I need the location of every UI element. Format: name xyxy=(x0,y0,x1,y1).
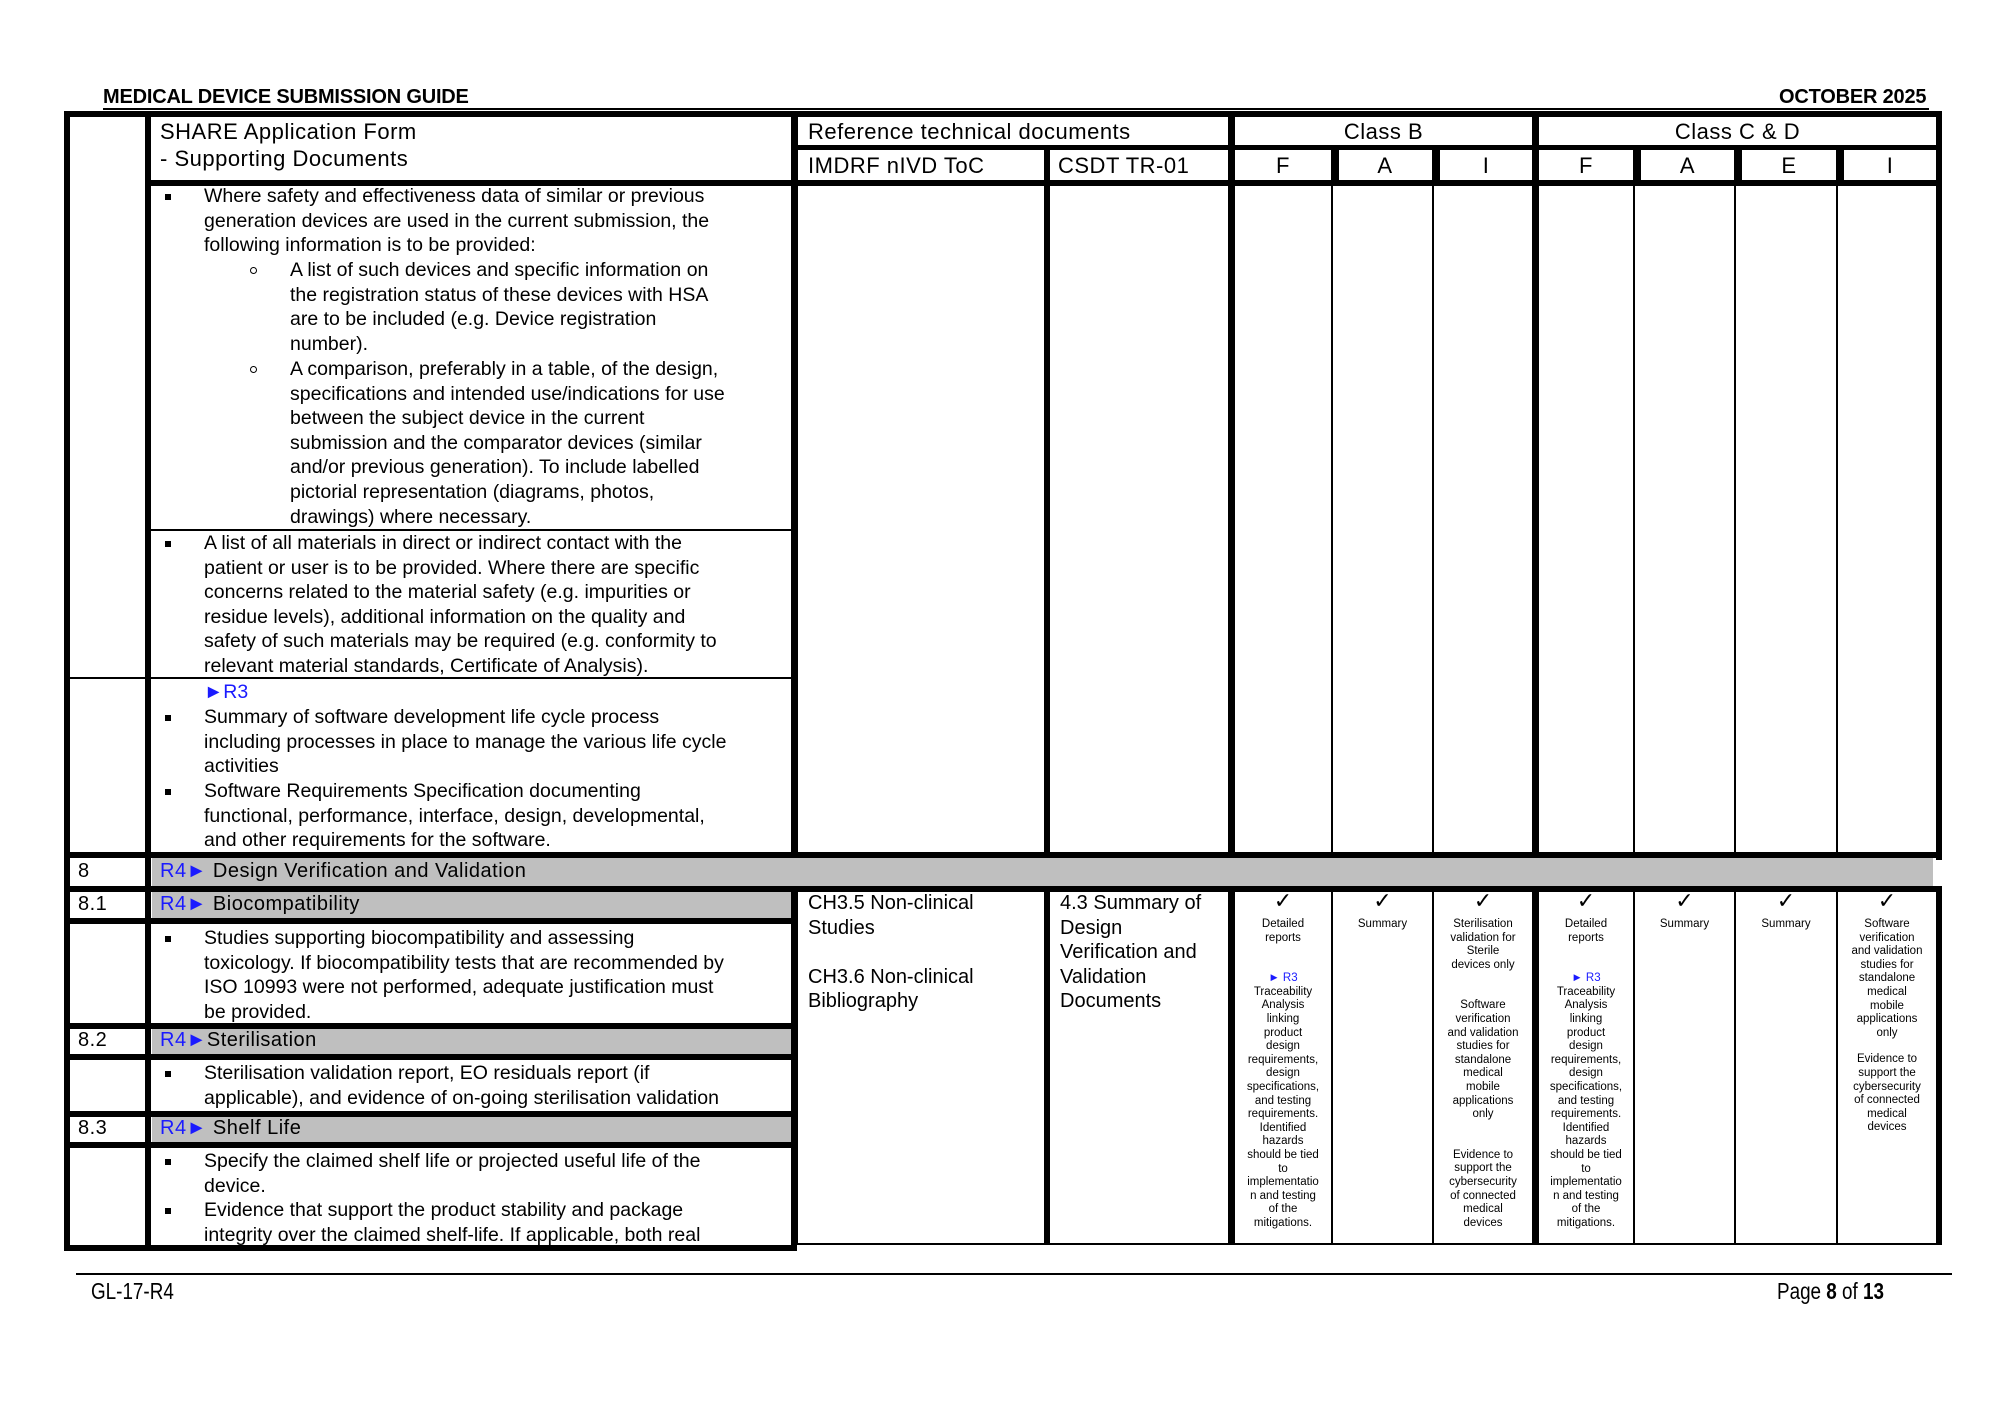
sub-bullet xyxy=(250,267,257,274)
revision-marker: ►R3 xyxy=(204,681,249,703)
footer-rule xyxy=(76,1273,1952,1275)
ref-docs-header: Reference technical documents xyxy=(808,119,1131,144)
class-cd-col-i: I xyxy=(1886,153,1894,178)
shelf-life-text: Specify the claimed shelf life or projected useful life of the device. xyxy=(204,1150,701,1197)
section-8-3-title: R4► Shelf Life xyxy=(160,1117,302,1139)
check-icon: ✓ xyxy=(1877,889,1897,914)
bullet xyxy=(165,936,171,942)
bullet xyxy=(165,789,171,795)
imdrf-header: IMDRF nIVD ToC xyxy=(808,153,985,178)
section-8-title: R4► Design Verification and Validation xyxy=(160,860,527,882)
class-b-f-note: Detailed reports ► R3 Traceability Analysis linking product design requirements, design specifications, and testing requirements. Identified hazards should be tied to implementatio n and testing of the mitigations. xyxy=(1246,918,1320,1229)
imdrf-references: CH3.5 Non-clinical Studies CH3.6 Non-clinical Bibliography xyxy=(808,892,974,1013)
bullet xyxy=(165,1159,171,1165)
biocompatibility-text: Studies supporting biocompatibility and assessing toxicology. If biocompatibility tests that are recommended by ISO 10993 were not performed, adequate justification must be provided. xyxy=(204,927,724,1023)
class-cd-e-note: Summary xyxy=(1761,918,1811,930)
class-cd-col-a: A xyxy=(1679,153,1696,178)
class-b-col-a: A xyxy=(1377,153,1393,178)
section-8-2-number: 8.2 xyxy=(78,1029,108,1051)
class-cd-a-note: Summary xyxy=(1659,918,1710,930)
bullet xyxy=(165,715,171,721)
class-cd-f-note: Detailed reports ► R3 Traceability Analysis linking product design requirements, design specifications, and testing requirements. Identified hazards should be tied to implementatio n and testing of the mitigations. xyxy=(1549,918,1623,1229)
bullet xyxy=(165,1208,171,1214)
class-b-col-f: F xyxy=(1276,153,1290,178)
check-icon: ✓ xyxy=(1473,889,1493,914)
share-header-line2: - Supporting Documents xyxy=(160,146,409,171)
class-b-col-i: I xyxy=(1482,153,1490,178)
sub-bullet xyxy=(250,366,257,373)
footer-page-number: Page 8 of 13 xyxy=(1777,1278,1884,1304)
stability-text: Evidence that support the product stability and package integrity over the claimed shelf-life. If applicable, both real xyxy=(204,1199,701,1246)
sdlc-text: Summary of software development life cycle process including processes in place to manage the various life cycle activities xyxy=(204,706,727,778)
check-icon: ✓ xyxy=(1373,889,1392,914)
class-b-header: Class B xyxy=(1343,119,1424,144)
materials-text: A list of all materials in direct or indirect contact with the patient or user is to be provided. Where there are specific concerns related to the material safety (e.g. impurities or residue levels), additional information on the quality and safety of such materials may be required (e.g. conformity to relevant material standards, Certificate of Analysis). xyxy=(204,532,717,677)
class-cd-i-note: Software verification and validation studies for standalone medical mobile applications only Evidence to support the cybersecurity of connected medical devices xyxy=(1851,918,1923,1134)
document-title: MEDICAL DEVICE SUBMISSION GUIDE xyxy=(103,86,469,108)
class-b-i-note: Sterilisation validation for Sterile devices only Software verification and validation studies for standalone medical mobile applications only Evidence to support the cybersecurity of connected medical devices xyxy=(1447,918,1519,1229)
class-b-a-note: Summary xyxy=(1357,918,1408,930)
footer-doc-id: GL-17-R4 xyxy=(91,1278,174,1304)
bullet xyxy=(165,1071,171,1077)
sterilisation-text: Sterilisation validation report, EO residuals report (if applicable), and evidence of on-going sterilisation validation xyxy=(204,1062,719,1109)
csdt-references: 4.3 Summary of Design Verification and Validation Documents xyxy=(1060,892,1202,1013)
csdt-header: CSDT TR-01 xyxy=(1058,153,1190,178)
document-date: OCTOBER 2025 xyxy=(1779,86,1927,108)
check-icon: ✓ xyxy=(1776,889,1796,914)
comparison-text: A comparison, preferably in a table, of the design, specifications and intended use/indications for use between the subject device in the current submission and the comparator devices (similar and/or previous generation). To include labelled pictorial representation (diagrams, photos, drawings) where necessary. xyxy=(290,358,725,528)
class-cd-col-e: E xyxy=(1781,153,1797,178)
check-icon: ✓ xyxy=(1273,889,1293,914)
section-8-1-title: R4► Biocompatibility xyxy=(160,893,360,915)
similar-devices-list: A list of such devices and specific information on the registration status of these devices with HSA are to be included (e.g. Device registration number). xyxy=(290,259,709,355)
section-8-1-number: 8.1 xyxy=(78,893,108,915)
check-icon: ✓ xyxy=(1576,889,1596,914)
similar-devices-intro: Where safety and effectiveness data of similar or previous generation devices are used in the current submission, the following information is to be provided: xyxy=(204,185,710,257)
bullet xyxy=(165,194,171,200)
bullet xyxy=(165,541,171,547)
section-8-2-title: R4►Sterilisation xyxy=(160,1029,317,1051)
class-cd-header: Class C & D xyxy=(1674,119,1801,144)
header-rule xyxy=(103,108,1929,110)
check-icon: ✓ xyxy=(1675,889,1694,914)
section-8-3-number: 8.3 xyxy=(78,1117,108,1139)
section-8-number: 8 xyxy=(78,860,90,882)
class-cd-col-f: F xyxy=(1579,153,1593,178)
srs-text: Software Requirements Specification documenting functional, performance, interface, design, developmental, and other requirements for the software. xyxy=(204,780,705,852)
share-header-line1: SHARE Application Form xyxy=(160,119,417,144)
